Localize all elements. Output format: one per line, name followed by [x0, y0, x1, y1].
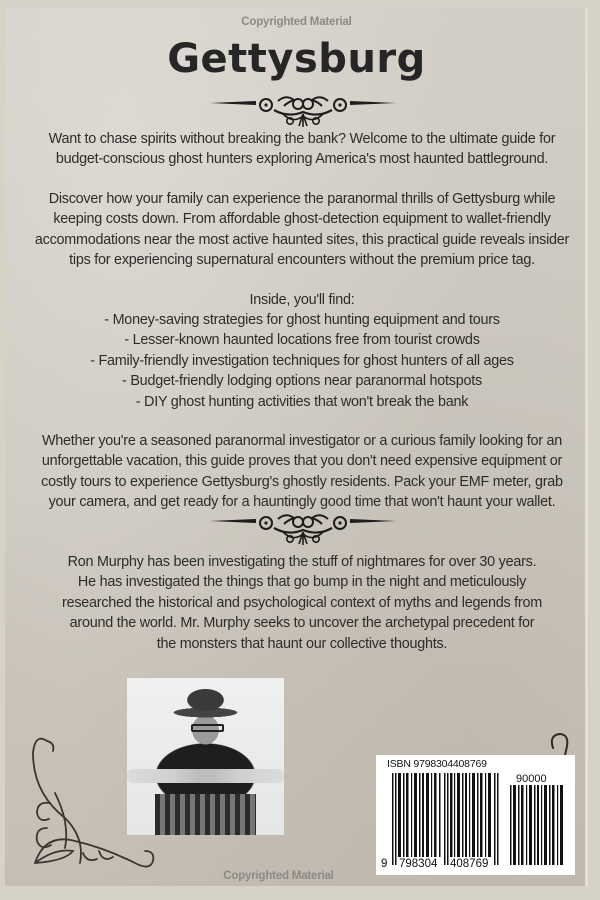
discover-line: keeping costs down. From affordable ghost-detection equipment to wallet-friendly: [53, 211, 551, 228]
barcode-digits-right: 408769: [450, 858, 489, 870]
discover-line: accommodations near the most active haunted sites, this practical guide reveals insider: [34, 231, 570, 248]
bio-line: the monsters that haunt our collective thoughts.: [156, 635, 448, 652]
closing-line: Whether you're a seasoned paranormal investigator or a curious family looking for an: [41, 433, 563, 449]
list-item: - Budget-friendly lodging options near paranormal hotspots: [122, 373, 482, 390]
isbn-label: ISBN 9798304408769: [387, 758, 487, 770]
intro-paragraph: [17, 129, 587, 170]
book-title: Gettysburg: [167, 36, 426, 82]
bio-line: He has investigated the things that go bump in the night and meticulously: [77, 574, 527, 591]
scroll-ornament-icon: [208, 92, 398, 128]
intro-line: Want to chase spirits without breaking the bank? Welcome to the ultimate guide for: [48, 131, 556, 147]
author-bio: [17, 552, 587, 654]
inside-list: [17, 310, 587, 412]
discover-line: Discover how your family can experience the paranormal thrills of Gettysburg while: [48, 191, 556, 207]
list-item: - Lesser-known haunted locations free from tourist crowds: [124, 332, 480, 349]
chair-detail: [155, 794, 255, 835]
copyright-watermark-bottom: Copyrighted Material: [223, 870, 334, 882]
book-back-cover: [5, 8, 588, 886]
discover-paragraph: [17, 189, 587, 271]
inside-heading: Inside, you'll find:: [249, 292, 355, 308]
scroll-ornament-icon: [208, 510, 398, 546]
list-item: - DIY ghost hunting activities that won't break the bank: [135, 393, 469, 410]
barcode-digit-first: 9: [381, 858, 388, 870]
bio-line: around the world. Mr. Murphy seeks to uncover the archetypal precedent for: [69, 615, 535, 632]
price-code: 90000: [516, 773, 547, 785]
closing-line: costly tours to experience Gettysburg's ghostly residents. Pack your EMF meter, grab: [41, 473, 563, 490]
barcode-digits-left: 798304: [399, 858, 438, 870]
corner-flourish-icon: [25, 723, 165, 873]
closing-line: your camera, and get ready for a hauntingly good time that won't haunt your wallet.: [48, 494, 556, 511]
closing-line: unforgettable vacation, this guide proves that you don't need expensive equipment or: [41, 453, 563, 470]
bio-line: Ron Murphy has been investigating the stuff of nightmares for over 30 years.: [67, 554, 537, 570]
list-item: - Money-saving strategies for ghost hunting equipment and tours: [104, 312, 500, 328]
list-item: - Family-friendly investigation techniques for ghost hunters of all ages: [90, 352, 514, 369]
isbn-barcode: [376, 755, 575, 875]
barcode-bars-icon: [392, 773, 500, 865]
copyright-watermark-top: Copyrighted Material: [241, 16, 352, 28]
closing-paragraph: [17, 431, 587, 513]
glasses-detail: [191, 724, 223, 732]
intro-line: budget-conscious ghost hunters exploring America's most haunted battleground.: [55, 151, 549, 168]
addon-barcode-bars-icon: [510, 785, 564, 865]
discover-line: tips for experiencing supernatural encounters without the premium price tag.: [69, 252, 535, 269]
bio-line: researched the historical and psychological context of myths and legends from: [62, 594, 542, 611]
